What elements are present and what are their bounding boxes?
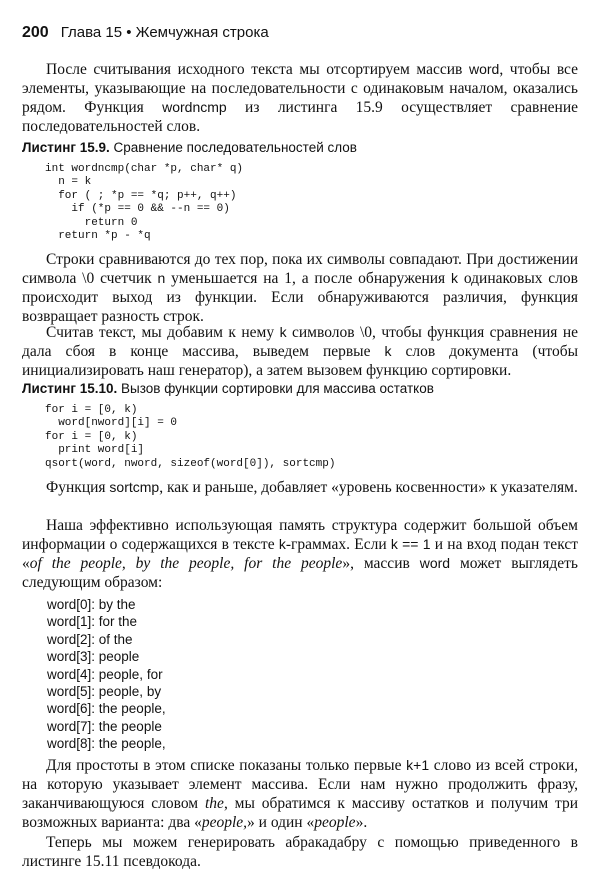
listing-title: Вызов функции сортировки для массива остатков [121,381,434,396]
paragraph-6 [22,756,578,832]
listing-caption-15-10 [22,381,434,396]
code-term: k [279,324,287,340]
code-term: k+1 [406,757,430,773]
emphasis: the [205,795,224,812]
text: » и один « [247,814,315,831]
code-term: n [157,270,166,286]
listing-label: Листинг 15.10. [22,381,118,396]
list-item: word[5]: people, by [47,684,162,700]
paragraph-2 [22,250,578,326]
emphasis: people [314,814,356,831]
listing-caption-15-9 [22,140,357,155]
paragraph-3 [22,323,578,380]
list-item: word[0]: by the [47,597,136,612]
code-term: k [384,343,392,359]
text: уменьшается на 1, а после обнаружения [165,270,452,287]
text: , мы обратимся к массиву остатков и получим три возможных варианта: два « [22,795,578,831]
code-term: k == 1 [390,536,431,552]
text: одинаковых слов происходит выход из функции. Если обнаруживаются различия, функция возвращает разность строк. [22,270,578,325]
code-term: word [419,555,451,571]
text: и на вход подан текст « [22,536,578,572]
text: слово из всей строки, на которую указывает элемент массива. Если нам нужно продолжить фразу, заканчивающуюся словом [22,757,579,812]
text: Функция [46,479,110,496]
code-term: k [278,536,286,552]
list-item: word[6]: the people, [47,701,166,717]
text: , как и раньше, добавляет «уровень косвенности» к указателям. [159,479,578,496]
paragraph-4 [22,478,578,497]
text: из листинга 15.9 осуществляет сравнение последовательностей слов. [22,99,578,135]
text: ». [355,814,368,831]
text: слов документа (чтобы инициализировать наш генератор), а затем вызовем функцию сортировки. [22,343,578,379]
list-item: word[3]: people [47,649,140,665]
code-listing-15-9: int wordncmp(char *p, char* q) n = k for ( ; *p == *q; p++, q++) if (*p == 0 && --n == 0) return 0 return *p - *q [45,163,244,243]
list-item: word[4]: people, for [47,666,163,682]
paragraph-7 [22,833,578,871]
text: -граммах. Если [285,536,391,553]
paragraph-5 [22,516,578,592]
text: », массив [342,555,420,572]
listing-title: Сравнение последовательностей слов [113,140,357,155]
chapter-title: Глава 15 • Жемчужная строка [60,24,269,41]
code-term: wordncmp [162,99,227,115]
code-term: k [451,270,459,286]
list-item: word[1]: for the [47,614,138,630]
list-item: word[8]: the people, [47,736,166,752]
emphasis: people, [201,814,248,831]
text: Теперь мы можем генерировать абракадабру с помощью приведенного в листинге 15.11 псевдокода. [22,834,578,870]
text: Строки сравниваются до тех пор, пока их символы совпадают. При достижении символа \0 счетчик [22,251,578,287]
code-term: word [468,61,500,77]
text: может выглядеть следующим образом: [22,555,579,591]
running-header [22,24,269,42]
text: символов \0, чтобы функция сравнения не дала сбоя в конце массива, выведем первые [22,324,578,360]
text: , чтобы все элементы, указывающие на последовательности с одинаковым началом, оказались рядом. Функция [22,61,579,116]
code-term: sortcmp [109,479,160,495]
page-number: 200 [22,24,49,41]
code-listing-15-10: for i = [0, k) word[nword][i] = 0 for i = [0, k) print word[i] qsort(word, nword, sizeof(word[0]), sortcmp) [45,404,336,470]
text: После считывания исходного текста мы отсортируем массив [46,61,469,78]
quoted-phrase: of the people, by the people, for the people [29,555,343,572]
text: Считав текст, мы добавим к нему [46,324,280,341]
text: Наша эффективно использующая память структура содержит большой объем информации о содержащихся в тексте [22,517,578,553]
text: Для простоты в этом списке показаны только первые [46,757,407,774]
list-item: word[2]: of the [47,631,133,647]
word-array-list [47,596,166,753]
list-item: word[7]: the people [47,718,162,734]
listing-label: Листинг 15.9. [22,140,110,155]
paragraph-1 [22,60,578,136]
